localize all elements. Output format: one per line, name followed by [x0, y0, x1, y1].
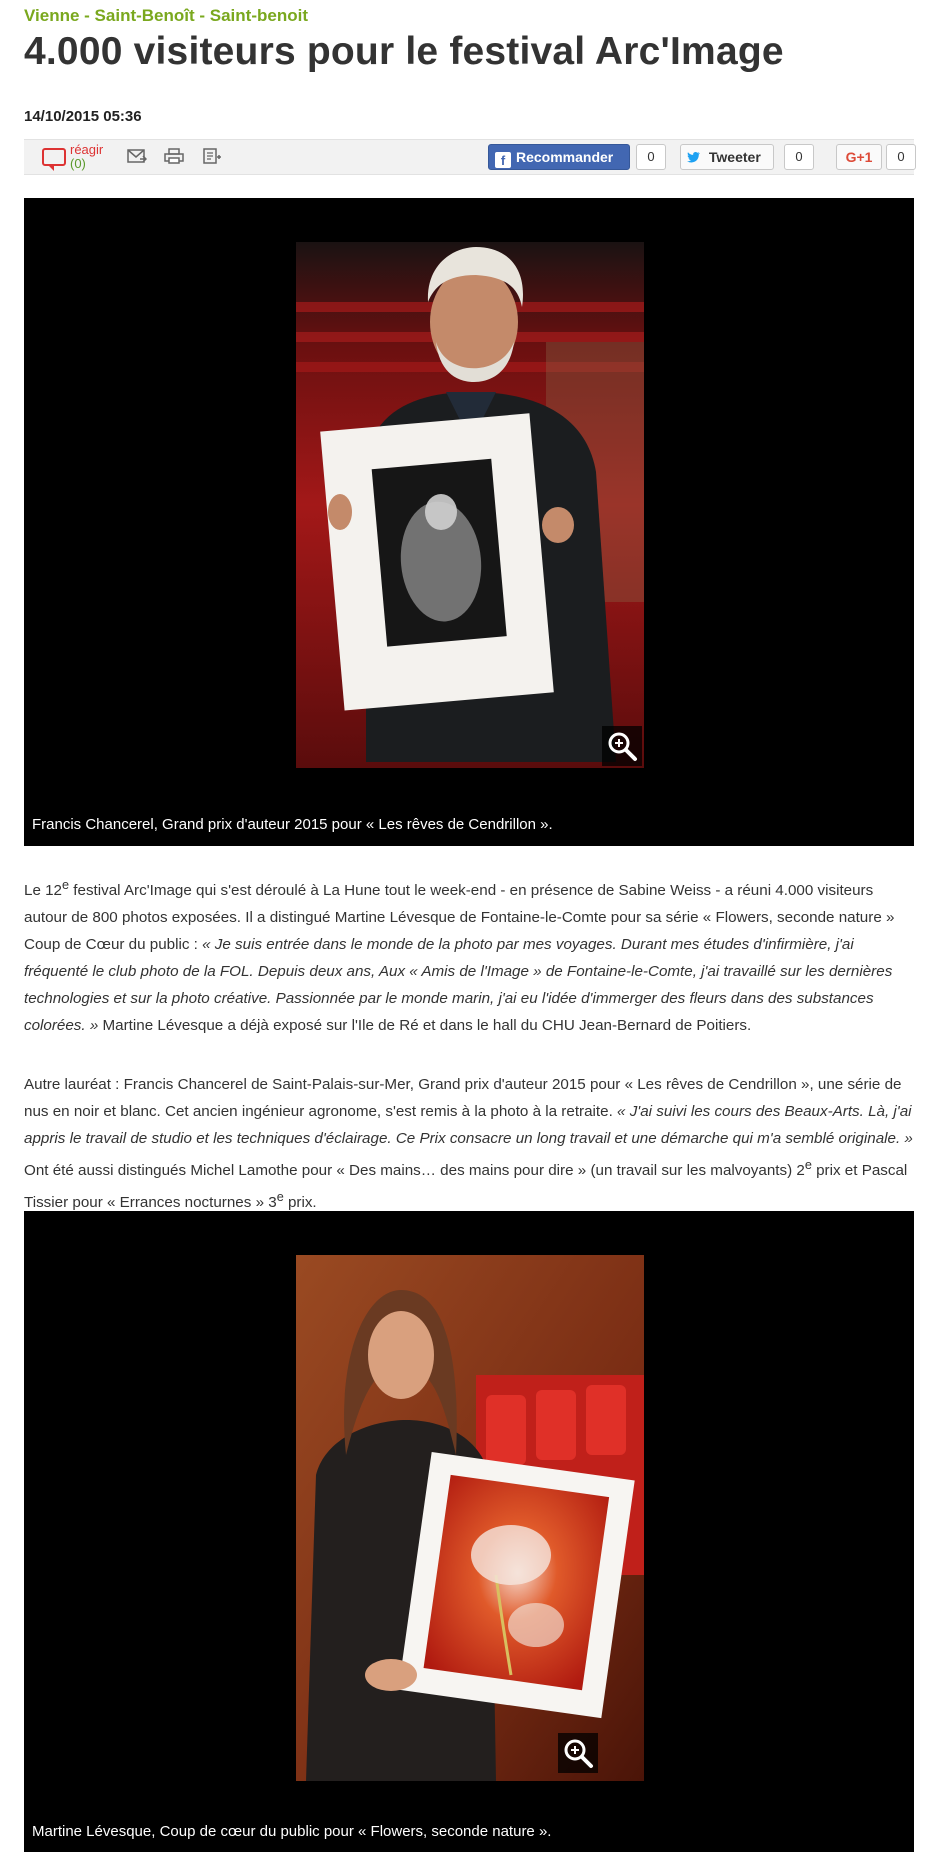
photo-1-caption: Francis Chancerel, Grand prix d'auteur 2015 pour « Les rêves de Cendrillon ».: [32, 816, 553, 833]
facebook-icon: f: [495, 152, 511, 168]
twitter-icon: [687, 149, 705, 165]
email-icon[interactable]: [127, 148, 147, 164]
article-toolbar: [24, 139, 914, 175]
breadcrumb-item-saint-benoit-town[interactable]: Saint-benoit: [209, 6, 308, 25]
article-date: 14/10/2015 05:36: [24, 108, 142, 125]
p1-sup: e: [62, 878, 70, 892]
article-title: 4.000 visiteurs pour le festival Arc'Image: [24, 30, 784, 73]
p2-text-c: prix et Pascal Tissier pour « Errances nocturnes » 3: [24, 1162, 908, 1212]
facebook-label: Recommander: [516, 149, 614, 165]
facebook-recommend-button[interactable]: [488, 144, 630, 170]
p2-sup-1: e: [804, 1158, 812, 1172]
p2-quote: « J'ai suivi les cours des Beaux-Arts. Là, j'ai appris le travail de studio et les techniques d'éclairage. Ce Prix consacre un long travail et une démarche qui m'a semblé originale. »: [24, 1103, 913, 1147]
comment-icon: [42, 148, 66, 166]
breadcrumb: [24, 6, 308, 26]
photo-block-1: [24, 198, 914, 846]
p2-text-a: Autre lauréat : Francis Chancerel de Saint-Palais-sur-Mer, Grand prix d'auteur 2015 pour « Les rêves de Cendrillon », une série de nus en noir et blanc. Cet ancien ingénieur agronome, s'est remis à la photo à la retraite.: [24, 1076, 902, 1120]
p2-text-b: Ont été aussi distingués Michel Lamothe pour « Des mains… des mains pour dire » (un travail sur les malvoyants) 2: [24, 1162, 805, 1180]
photo-woman-with-print[interactable]: [296, 1255, 644, 1781]
google-plus-label: G+1: [845, 149, 873, 165]
breadcrumb-separator: -: [194, 6, 210, 25]
google-plus-count: 0: [886, 144, 916, 170]
p1-text-c: Martine Lévesque a déjà exposé sur l'Ile de Ré et dans le hall du CHU Jean-Bernard de Poitiers.: [98, 1017, 752, 1035]
p1-text-a: Le 12: [24, 882, 63, 900]
twitter-count: 0: [784, 144, 814, 170]
p1-quote: « Je suis entrée dans le monde de la photo par mes voyages. Durant mes études d'infirmière, j'ai fréquenté le club photo de la FOL. Depuis deux ans, Aux « Amis de l'Image » de Fontaine-le-Comte, j'ai travaillé sur les dernières technologies et sur la photo créative. Passionnée par le monde marin, j'ai eu l'idée d'immerger des fleurs dans des substances colorées. »: [24, 936, 893, 1035]
zoom-icon[interactable]: [602, 726, 642, 766]
photo-block-2: [24, 1211, 914, 1852]
p2-text-d: prix.: [283, 1194, 317, 1212]
react-label: réagir: [70, 142, 104, 157]
p2-sup-2: e: [276, 1190, 284, 1205]
text-size-icon[interactable]: [202, 148, 222, 164]
google-plus-button[interactable]: [836, 144, 882, 170]
article-paragraph-1: [24, 872, 914, 1039]
photo-1-image: [296, 242, 644, 768]
breadcrumb-item-vienne[interactable]: Vienne: [24, 6, 80, 25]
react-button[interactable]: [42, 142, 122, 172]
photo-2-caption: Martine Lévesque, Coup de cœur du public pour « Flowers, seconde nature ».: [32, 1823, 552, 1840]
p1-text-b: festival Arc'Image qui s'est déroulé à La Hune tout le week-end - en présence de Sabine Weiss - a réuni 4.000 visiteurs autour de 800 photos exposées. Il a distingué Martine Lévesque de Fontaine-le-Comte pour sa série « Flowers, seconde nature » Coup de Cœur du public :: [24, 882, 895, 954]
article-paragraph-2: [24, 1071, 914, 1216]
print-icon[interactable]: [164, 148, 184, 164]
zoom-icon[interactable]: [558, 1733, 598, 1773]
facebook-count: 0: [636, 144, 666, 170]
tweet-button[interactable]: [680, 144, 774, 170]
twitter-label: Tweeter: [708, 149, 761, 165]
photo-man-with-print[interactable]: [296, 242, 644, 768]
breadcrumb-item-saint-benoit[interactable]: Saint-Benoît: [94, 6, 195, 25]
breadcrumb-separator: -: [79, 6, 95, 25]
photo-2-image: [296, 1255, 644, 1781]
react-count: (0): [70, 156, 86, 171]
